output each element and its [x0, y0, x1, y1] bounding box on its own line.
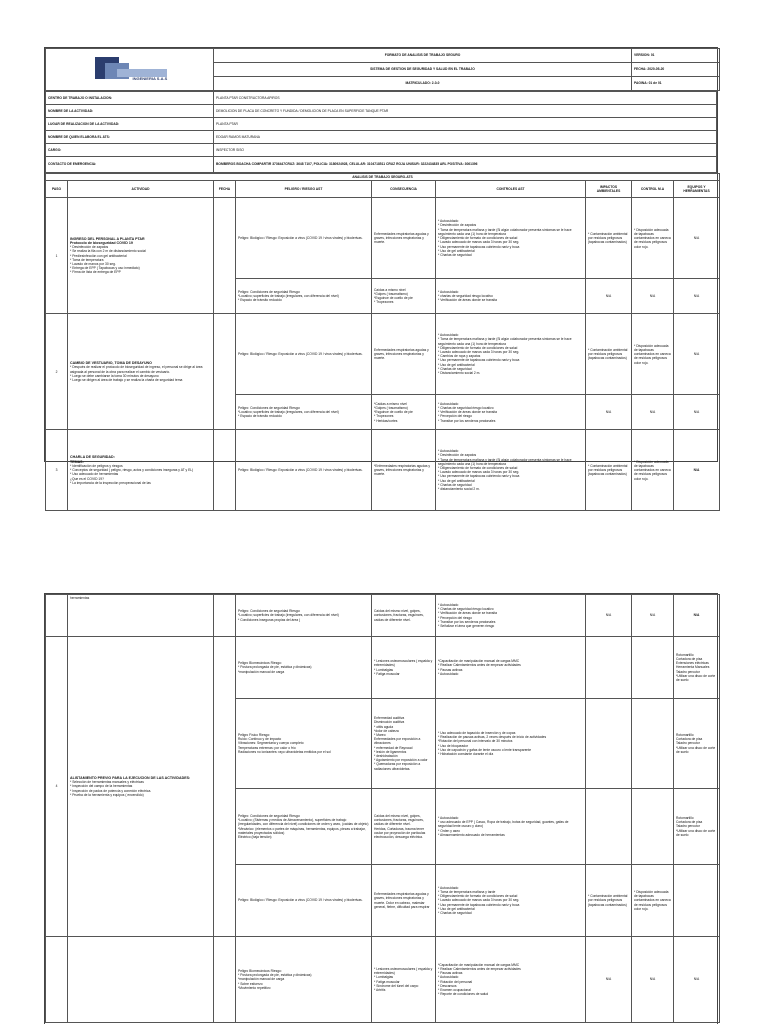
impacts-cell: * Contaminación ambiental por residuos peligrosos (tapabocas contaminados) — [586, 198, 632, 279]
control-ma-cell: * Disposición adecuada de tapabocas contaminados en caneca de residuos peligrosos color rojo. — [632, 198, 674, 279]
activity-title: INGRESO DEL PERSONAL A PLANTA PTAR Protocolo de bioseguridad COVID 19 — [70, 236, 145, 245]
company-logo — [46, 49, 214, 91]
consequence-cell: * Lesiones osteomusculares ( espalda y extremidades) * Lumbalgias * Fatiga muscular — [372, 637, 436, 699]
hazard-cell: Peligro Biomecánicos Riesgo: * Postura prolongada de pie, estática y dinámicas) *manipulación manual de carga — [236, 637, 372, 699]
step-number: 3 — [46, 430, 68, 511]
consequence-cell: * Lesiones osteomusculares ( espalda y extremidades) * Lumbalgias * Fatiga muscular * Síndrome del túnel del carpo * Artritis — [372, 937, 436, 1023]
info-label: CARGO: — [46, 144, 214, 157]
table-row — [46, 430, 720, 511]
activity-title: CHARLA DE SEGURIDAD: TEMAS: — [70, 455, 115, 464]
control-ma-cell: N/A — [632, 595, 674, 637]
page-label: PAGINA: 01 de 01 — [632, 77, 720, 91]
controls-cell: * Uso adecuado de tapaoído de inserción y de copas * Realización de pausas activas, 2 veces después de inicio de actividades *Rotación del personal con intervalo de 30 minutos * Uso de bloqueador * Uso de capuchón y gafas de lente oscuro o lente transparente * Hidratación constante durante el día — [436, 699, 586, 789]
activity-cell — [68, 198, 214, 314]
info-value: EDGAR RAMOS MATURANA — [214, 131, 717, 144]
impacts-cell — [586, 637, 632, 699]
step-number: 1 — [46, 198, 68, 314]
equipment-cell: Rotomartillo Cortadora de pisa Taladro percutor *Utilizar una disco de corte de suelo — [674, 789, 720, 865]
equipment-cell: Rotomartillo Cortadora de pisa Taladro percutor *Utilizar una disco de corte de suelo — [674, 699, 720, 789]
activity-text — [68, 937, 214, 1023]
hazard-cell: Peligro: Biológico / Riesgo: Exposición a virus (COVID 19 / virus virales) y bioderivas. — [236, 198, 372, 279]
equipment-cell: N/A — [674, 395, 720, 430]
col-header: EQUIPOS Y HERRAMIENTAS — [674, 181, 720, 198]
col-header: FECHA — [214, 181, 236, 198]
hazard-cell: Peligro: Biológico / Riesgo: Exposición a virus (COVID 19 / virus virales) y bioderivas. — [236, 314, 372, 395]
hazard-cell: Peligro: Biológico / Riesgo: Exposición a virus (COVID 19 / virus virales) y bioderivas. — [236, 430, 372, 511]
info-label: NOMBRE DE LA ACTIVIDAD: — [46, 105, 214, 118]
logo-text: INGENIERIA S.A.S — [132, 75, 168, 81]
table-row — [46, 937, 720, 1023]
info-value: INSPECTOR SISO — [214, 144, 717, 157]
impacts-cell: N/A — [586, 595, 632, 637]
control-ma-cell: * Disposición adecuada de tapabocas contaminados en caneca de residuos peligrosos color rojo. — [632, 865, 674, 937]
controls-cell: * Autocuidado * Toma de temperatura mañana y tarde (Si algún colaborador presenta síntomas se le hace seguimiento cada una (1) hora de temperatura * Diligenciamiento de formato de condiciones de salud * Lavado adecuado de manos cada 3 horas por 30 seg. * Cambios de ropa y zapatos * Uso permanente de tapabocas cubriendo nariz y boca * Uso de gel antibacterial * Charlas de seguridad * Distanciamiento social 2 m. — [436, 314, 586, 395]
equipment-cell: N/A — [674, 279, 720, 314]
document-page-2 — [44, 593, 718, 1024]
controls-cell: * Autocuidado * Charlas de seguridad riesgo locativo * Verificación de áreas donde se transita * Percepción del riesgo * Transitar por los senderos peatonales * Señalizar el área que generen riesgo — [436, 595, 586, 637]
equipment-cell — [674, 865, 720, 937]
col-header: CONTROLES AST — [436, 181, 586, 198]
table-row — [46, 637, 720, 699]
document-page-1 — [44, 47, 718, 492]
control-ma-cell: * Disposición adecuada de tapabocas contaminados en caneca de residuos peligrosos color rojo. — [632, 314, 674, 395]
hazard-cell: Peligro: Condiciones de seguridad Riesgo: *Locativo; superficies de trabajo (irregulares, con diferencia del nivel) * Condiciones inseguras propias del área ( — [236, 595, 372, 637]
col-header: IMPACTOS AMBIENTALES — [586, 181, 632, 198]
consequence-cell: Caídas del mismo nivel, golpes, contusiones, fracturas, esguinces, caídas de diferente nivel. — [372, 595, 436, 637]
control-ma-cell — [632, 637, 674, 699]
hazard-cell: Peligro: Condiciones de seguridad Riesgo: *Locativo; (Sistemas y medios de Almacenamiento), superficies de trabajo (irregularidades, con diferencia del nivel) condiciones de orden y aseo, (caídas de objeto) *Mecánico: (elementos o partes de máquinas, herramientas, equipos, piezas a trabajar, materiales proyectados sólidos) Eléctrico (baja tensión) — [236, 789, 372, 865]
date-cell — [214, 198, 236, 314]
step-number — [46, 937, 68, 1023]
activity-title: ALISTAMIENTO PREVIO PARA LA EJECUCION DE LAS ACTIVIDADES: — [70, 775, 191, 780]
impacts-cell: N/A — [586, 395, 632, 430]
activity-cell — [68, 637, 214, 937]
controls-cell: *Capacitación de manipulación manual de cargas MMC * Realizar Calentamientos antes de empezar actividades * Pausas activas * Autocuidado * Rotación del personal * Descansos * Examen ocupacional * Reporte de condiciones de salud — [436, 937, 586, 1023]
activity-cell — [68, 314, 214, 430]
control-ma-cell — [632, 789, 674, 865]
activity-text: * Desinfección de zapatos * Se realiza la fila con 2 m de distanciamiento social * Prediesinfección con gel antibacterial * Toma de temperatura * Lavado de manos por 30 seg. * Entrega de EPP ( Tapabocas y uso inmediato) * Firma de lista de entrega de EPP — [70, 245, 146, 275]
activity-text: * Después de realizar el protocolo de bioseguridad de ingreso, el personal se dirige al área asignada al personal de la obra para realizar el cambio de vestuario. * Luego se debe cambiarse la toma 30 minutos de desayuno * Luego se dirigen al área de trabajo y se realiza la charla de seguridad tema — [70, 365, 203, 382]
hazard-cell: Peligro: Condiciones de seguridad Riesgo: *Locativo; superficies de trabajo (irregulares, con diferencia del nivel) * Espacio de tránsito reducido — [236, 395, 372, 430]
col-header: PASO — [46, 181, 68, 198]
date-label: FECHA: 2020-05-20 — [632, 63, 720, 77]
activity-text: * Selección de herramientas manuales y eléctricas * Inspección del campo de la herramientas * Inspección de pados de potencia y conexión eléctrica. * Prueba de la herramienta y equipos ( encendido) — [70, 780, 152, 797]
activity-text: * Identificación de peligros y riesgos * Conceptos de seguridad ( peligro, riesgo, actos y condiciones inseguras y AT y EL) * Uso adecuado de herramientas ¿Que es el COVID 19? * La importancia de la inspección preoperacional de las — [70, 463, 194, 485]
equipment-cell: N/A — [674, 198, 720, 279]
activity-text: herramientas — [68, 595, 214, 637]
info-table — [45, 91, 717, 173]
controls-cell: *Capacitación de manipulación manual de cargas MMC * Realizar Calentamientos antes de empezar actividades * Pausas activas * Autocuidado — [436, 637, 586, 699]
consequence-cell: Enfermedades respiratorias agudas y graves, infecciones respiratorias y muerte. Dolor en cabezo, malestar general, fiebre, dificultad para respirar — [372, 865, 436, 937]
control-ma-cell: * Disposición adecuada de tapabocas contaminados en caneca de residuos peligrosos color rojo. — [632, 430, 674, 511]
hazard-cell: Peligro: Biológico / Riesgo: Exposición a virus (COVID 19 / virus virales) y bioderivas. — [236, 865, 372, 937]
date-cell — [214, 937, 236, 1023]
table-row — [46, 314, 720, 395]
consequence-cell: *Enfermedades respiratorias agudas y graves, infecciones respiratorias y muerte. — [372, 430, 436, 511]
controls-cell: * Autocuidado * uso adecuado de EPP ( Casco, Ropa de trabajo, botas de seguridad, guantes, gafas de seguridad lente oscuro y claro) * Orden y aseo * Almacenamiento adecuado de herramientas — [436, 789, 586, 865]
hazard-cell: Peligro: Condiciones de seguridad Riesgo: *Locativo; superficies de trabajo (irregulares, con diferencia del nivel) * Espacio de tránsito reducido — [236, 279, 372, 314]
info-label: NOMBRE DE QUIEN ELABORA EL ATS: — [46, 131, 214, 144]
step-number: 2 — [46, 314, 68, 430]
impacts-cell — [586, 789, 632, 865]
consequence-cell: Enfermedad auditiva Disminución auditiva * otitis aguda *dolor de cabeza * Mareo Enfermedades por exposición a vibraciones * enfermedad de Raynaud * lesión de ligamentos * deshidratación * Agotamiento por exposición a calor * Quemaduras por exposición a radiaciones ultravioletas. — [372, 699, 436, 789]
consequence-cell: Caídas a mismo nivel *Golpes ( traumatismo) *Esguince de cuello de pie * Tropezones — [372, 279, 436, 314]
impacts-cell: * Contaminación ambiental por residuos peligrosos (tapabocas contaminados) — [586, 314, 632, 395]
impacts-cell: N/A — [586, 279, 632, 314]
hazard-cell: Peligro Biomecánicos Riesgo: * Postura prolongada de pie, estática y dinámicas) *manipulación manual de carga * Sobre esfuerzo *Movimiento repetitivo — [236, 937, 372, 1023]
info-value: PLANTA PTAR — [214, 118, 717, 131]
equipment-cell: N/A — [674, 595, 720, 637]
impacts-cell — [586, 699, 632, 789]
info-label: LUGAR DE REALIZACION DE LA ACTIVIDAD: — [46, 118, 214, 131]
equipment-cell: N/A — [674, 430, 720, 511]
col-header: ACTIVIDAD — [68, 181, 214, 198]
info-value: BOMBEROS BOACHA COMPARTIR 3736447CRUZ: 3648 7107, POLICIA: 3180924928, CELULAR: 3104718511 CRUZ ROJA UNISUR: 3222434835 ARL POSITIVA: 3061396 — [214, 157, 717, 173]
date-cell — [214, 595, 236, 637]
hazard-cell: Peligro Físico Riesgo: Ruido: Continuo y de impacto Vibraciones: Segmentaria y cuerpo completo Temperaturas extremas: por calor o frío Radiaciones no ionizantes: rayo ultravioletas emitidos por el sol — [236, 699, 372, 789]
consequence-cell: Enfermedades respiratorias agudas y graves, infecciones respiratorias y muerte. — [372, 314, 436, 395]
activity-title: CAMBIO DE VESTUARIO, TOMA DE DESAYUNO — [70, 361, 152, 366]
equipment-cell: Rotomartillo Cortadora de pisa Extensiones eléctricas Herramienta Manuales Taladro percutor *Utilizar una disco de corte de suelo — [674, 637, 720, 699]
impacts-cell: N/A — [586, 937, 632, 1023]
activity-cell — [68, 430, 214, 511]
matrix-label: MATRICULADO: 2-0-0 — [214, 77, 632, 91]
controls-cell: * Autocuidado * Desinfección de zapatos * Toma de temperatura mañana y tarde (Si algún colaborador presenta síntomas se le hace seguimiento cada una (1) hora de temperatura * Diligenciamiento de formato de condiciones de salud * Lavado adecuado de manos cada 3 horas por 30 seg. * Uso permanente de tapabocas cubriendo nariz y boca * Uso de gel antibacterial * Charlas de seguridad — [436, 198, 586, 279]
control-ma-cell: N/A — [632, 395, 674, 430]
col-header: CONSECUENCIA — [372, 181, 436, 198]
info-value: PLANTA PTAR CONSTRUCTORA APIROS — [214, 92, 717, 105]
step-number: 4 — [46, 637, 68, 937]
controls-cell: * Autocuidado * Charlas de seguridad riesgo locativo * Verificación de áreas donde se transita * Percepción del riesgo * Transitar por los senderos peatonales — [436, 395, 586, 430]
consequence-cell: *Caídas a mismo nivel *Golpes ( traumatismo) *Esguince de cuello de pie * Tropezones * Heridas/cortes — [372, 395, 436, 430]
date-cell — [214, 637, 236, 937]
format-title: FORMATO DE ANALISIS DE TRABAJO SEGURO — [214, 49, 632, 63]
date-cell — [214, 430, 236, 511]
header-table — [45, 48, 720, 91]
consequence-cell: Enfermedades respiratorias agudas y graves, infecciones respiratorias y muerte. — [372, 198, 436, 279]
info-label: CENTRO DE TRABAJO O INSTALACION: — [46, 92, 214, 105]
info-value: DEMOLICION DE PLACA DE CONCRETO Y FUNDIDA / DEMOLICION DE PLACA EN SUPERFICIE TANQUE PTAR — [214, 105, 717, 118]
consequence-cell: Caídas del mismo nivel, golpes, contusiones, fracturas, esguinces, caídas de diferente nivel. Heridas, Cortaduras, trauma tener ocular por proyección de partículas electrocución, descarga eléctrica. — [372, 789, 436, 865]
control-ma-cell: N/A — [632, 279, 674, 314]
step-number — [46, 595, 68, 637]
ats-table-continued — [45, 594, 720, 1023]
impacts-cell: * Contaminación ambiental por residuos peligrosos (tapabocas contaminados) — [586, 430, 632, 511]
controls-cell: * Autocuidado * Desinfección de zapatos * Toma de temperatura mañana y tarde (Si algún colaborador presenta síntomas se le hace seguimiento cada una (1) hora de temperatura * Diligenciamiento de formato de condiciones de salud * Lavado adecuado de manos cada 3 horas por 30 seg. * Uso permanente de tapabocas cubriendo nariz y boca * Uso de gel antibacterial * Charlas de seguridad * distanciamiento social 2 m. — [436, 430, 586, 511]
controls-cell: * Autocuidado * Toma de temperatura mañana y tarde * Diligenciamiento de formato de condiciones de salud * Lavado adecuado de manos cada 3 horas por 30 seg. * Uso permanente de tapabocas cubriendo nariz y boca * Uso de gel antibacterial * Charlas de seguridad — [436, 865, 586, 937]
info-label: CONTACTO DE EMERGENCIA: — [46, 157, 214, 173]
col-header: CONTROL M.A — [632, 181, 674, 198]
date-cell — [214, 314, 236, 430]
control-ma-cell: N/A — [632, 937, 674, 1023]
equipment-cell: N/A — [674, 937, 720, 1023]
equipment-cell: N/A — [674, 314, 720, 395]
table-row — [46, 595, 720, 637]
impacts-cell: * Contaminación ambiental por residuos peligrosos (tapabocas contaminados) — [586, 865, 632, 937]
system-title: SISTEMA DE GESTION DE SEGURIDAD Y SALUD EN EL TRABAJO — [214, 63, 632, 77]
table-title: ANALISIS DE TRABAJO SEGURO-ATS — [46, 174, 720, 181]
controls-cell: * Autocuidado * charlas de seguridad riesgo locativo * Verificación de áreas donde se transita — [436, 279, 586, 314]
control-ma-cell — [632, 699, 674, 789]
table-row — [46, 198, 720, 279]
ats-table — [45, 173, 720, 511]
version-label: VERSION: 01 — [632, 49, 720, 63]
col-header: PELIGRO / RIESGO AST — [236, 181, 372, 198]
